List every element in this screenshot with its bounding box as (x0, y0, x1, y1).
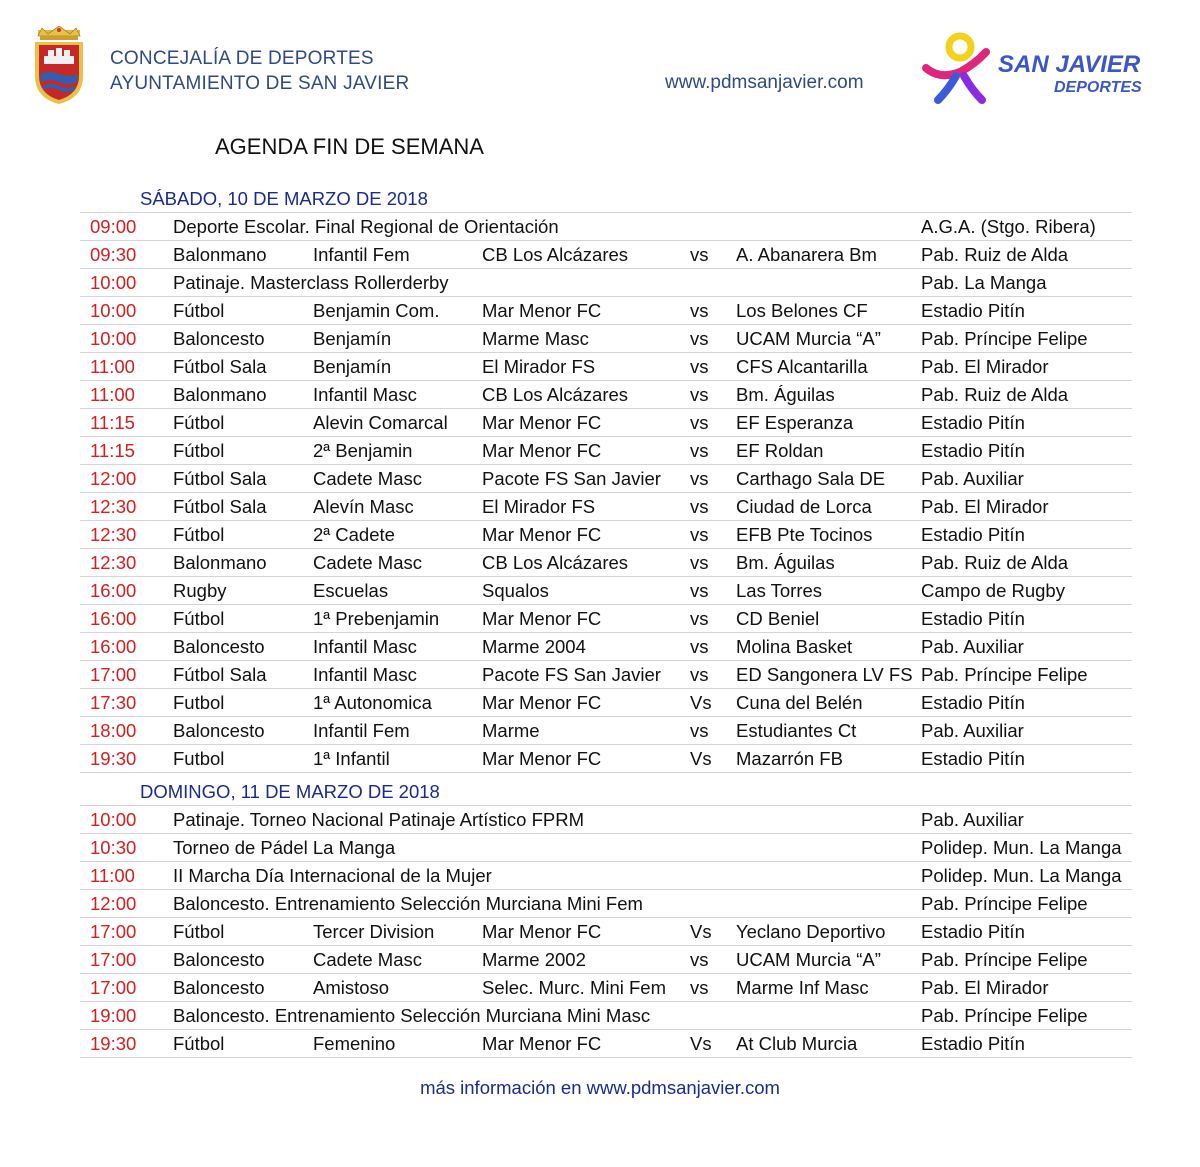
event-venue: Estadio Pitín (921, 692, 1025, 713)
event-category: Amistoso (313, 977, 390, 998)
schedule-row (80, 661, 1132, 689)
event-venue: Pab. Auxiliar (921, 720, 1024, 741)
event-time: 11:15 (90, 440, 135, 461)
schedule-row (80, 1002, 1132, 1030)
event-time: 18:00 (90, 720, 137, 741)
schedule-row (80, 717, 1132, 745)
event-vs: vs (690, 524, 709, 545)
event-time: 11:00 (90, 356, 135, 377)
schedule-row (80, 241, 1132, 269)
event-away-team: Bm. Águilas (736, 384, 835, 405)
event-category: Alevín Masc (313, 496, 414, 517)
event-away-team: CFS Alcantarilla (736, 356, 868, 377)
event-category: Cadete Masc (313, 552, 422, 573)
schedule-row (80, 633, 1132, 661)
event-sport: Fútbol (173, 608, 225, 629)
event-time: 17:00 (90, 921, 137, 942)
schedule-row (80, 409, 1132, 437)
event-time: 16:00 (90, 580, 137, 601)
schedule-row (80, 1030, 1132, 1058)
schedule-row (80, 493, 1132, 521)
event-venue: Pab. Auxiliar (921, 468, 1024, 489)
schedule-row (80, 437, 1132, 465)
event-away-team: UCAM Murcia “A” (736, 328, 881, 349)
org-line-2: AYUNTAMIENTO DE SAN JAVIER (110, 73, 410, 94)
event-away-team: Las Torres (736, 580, 823, 601)
event-sport: Balonmano (173, 244, 267, 265)
event-sport: Deporte Escolar. Final Regional de Orientación (173, 216, 559, 237)
schedule-row (80, 353, 1132, 381)
event-category: Infantil Masc (313, 384, 417, 405)
event-home-team: Marme (482, 720, 540, 741)
event-sport: Fútbol Sala (173, 664, 267, 685)
event-away-team: EF Roldan (736, 440, 824, 461)
event-away-team: Mazarrón FB (736, 748, 843, 769)
event-away-team: Marme Inf Masc (736, 977, 869, 998)
event-sport: II Marcha Día Internacional de la Mujer (173, 865, 492, 886)
schedule-row (80, 269, 1132, 297)
event-away-team: EF Esperanza (736, 412, 854, 433)
event-vs: Vs (690, 921, 712, 942)
event-time: 12:00 (90, 893, 137, 914)
schedule-row (80, 918, 1132, 946)
footer-info[interactable]: más información en www.pdmsanjavier.com (420, 1077, 780, 1098)
event-time: 10:00 (90, 272, 137, 293)
event-time: 09:30 (90, 244, 137, 265)
event-away-team: Yeclano Deportivo (736, 921, 886, 942)
event-away-team: UCAM Murcia “A” (736, 949, 881, 970)
event-venue: Pab. Príncipe Felipe (921, 664, 1088, 685)
schedule-row (80, 577, 1132, 605)
event-venue: Pab. El Mirador (921, 496, 1049, 517)
event-sport: Baloncesto. Entrenamiento Selección Murciana Mini Fem (173, 893, 643, 914)
event-sport: Baloncesto (173, 949, 265, 970)
event-sport: Fútbol (173, 1033, 225, 1054)
event-home-team: Mar Menor FC (482, 921, 602, 942)
event-venue: Pab. Ruiz de Alda (921, 244, 1069, 265)
event-time: 17:30 (90, 692, 137, 713)
event-category: 2ª Benjamin (313, 440, 413, 461)
saturday-schedule (80, 212, 1132, 773)
event-category: Benjamín (313, 356, 392, 377)
event-vs: Vs (690, 748, 712, 769)
event-category: Infantil Masc (313, 664, 417, 685)
event-venue: Estadio Pitín (921, 608, 1025, 629)
event-home-team: Mar Menor FC (482, 608, 602, 629)
event-venue: Pab. Ruiz de Alda (921, 384, 1069, 405)
event-home-team: El Mirador FS (482, 496, 596, 517)
event-time: 12:00 (90, 468, 137, 489)
event-sport: Fútbol Sala (173, 356, 267, 377)
event-vs: vs (690, 636, 709, 657)
event-venue: Pab. Ruiz de Alda (921, 552, 1069, 573)
event-vs: vs (690, 244, 709, 265)
event-vs: Vs (690, 1033, 712, 1054)
event-time: 11:00 (90, 865, 135, 886)
event-venue: Pab. Príncipe Felipe (921, 328, 1088, 349)
event-away-team: Molina Basket (736, 636, 853, 657)
event-venue: Pab. Auxiliar (921, 636, 1024, 657)
event-away-team: Carthago Sala DE (736, 468, 886, 489)
event-time: 19:30 (90, 1033, 137, 1054)
event-vs: vs (690, 580, 709, 601)
event-category: 2ª Cadete (313, 524, 395, 545)
schedule-row (80, 946, 1132, 974)
event-venue: Estadio Pitín (921, 440, 1025, 461)
event-venue: Estadio Pitín (921, 748, 1025, 769)
event-venue: Pab. Príncipe Felipe (921, 893, 1088, 914)
event-sport: Torneo de Pádel La Manga (173, 837, 396, 858)
sunday-schedule (80, 805, 1132, 1058)
schedule-row (80, 805, 1132, 834)
event-home-team: Pacote FS San Javier (482, 468, 661, 489)
event-sport: Baloncesto (173, 328, 265, 349)
event-vs: vs (690, 552, 709, 573)
event-sport: Baloncesto (173, 636, 265, 657)
organization-name (110, 46, 409, 96)
event-venue: Estadio Pitín (921, 412, 1025, 433)
event-time: 11:00 (90, 384, 135, 405)
event-home-team: Mar Menor FC (482, 300, 602, 321)
event-category: Benjamin Com. (313, 300, 440, 321)
event-sport: Fútbol (173, 524, 225, 545)
event-venue: Polidep. Mun. La Manga (921, 837, 1122, 858)
schedule-row (80, 689, 1132, 717)
event-sport: Baloncesto (173, 720, 265, 741)
event-category: 1ª Infantil (313, 748, 390, 769)
event-away-team: Los Belones CF (736, 300, 868, 321)
event-category: Tercer Division (313, 921, 435, 942)
event-sport: Fútbol (173, 440, 225, 461)
event-time: 10:00 (90, 328, 137, 349)
event-time: 12:30 (90, 552, 137, 573)
event-sport: Baloncesto. Entrenamiento Selección Murciana Mini Masc (173, 1005, 651, 1026)
event-vs: vs (690, 977, 709, 998)
schedule-row (80, 465, 1132, 493)
event-time: 12:30 (90, 496, 137, 517)
event-time: 10:30 (90, 837, 137, 858)
schedule-row (80, 381, 1132, 409)
event-away-team: Bm. Águilas (736, 552, 835, 573)
event-sport: Balonmano (173, 552, 267, 573)
event-time: 17:00 (90, 664, 137, 685)
event-sport: Fútbol (173, 300, 225, 321)
sunday-heading: DOMINGO, 11 DE MARZO DE 2018 (140, 781, 440, 802)
event-home-team: Mar Menor FC (482, 748, 602, 769)
event-venue: Pab. Príncipe Felipe (921, 949, 1088, 970)
event-venue: A.G.A. (Stgo. Ribera) (921, 216, 1096, 237)
agenda-title: AGENDA FIN DE SEMANA (215, 134, 484, 159)
event-home-team: Mar Menor FC (482, 1033, 602, 1054)
event-home-team: Selec. Murc. Mini Fem (482, 977, 667, 998)
event-category: Escuelas (313, 580, 389, 601)
event-category: 1ª Prebenjamin (313, 608, 440, 629)
event-sport: Patinaje. Masterclass Rollerderby (173, 272, 449, 293)
schedule-row (80, 297, 1132, 325)
event-venue: Estadio Pitín (921, 921, 1025, 942)
event-sport: Futbol (173, 748, 225, 769)
schedule-row (80, 325, 1132, 353)
event-time: 10:00 (90, 809, 137, 830)
event-venue: Pab. El Mirador (921, 977, 1049, 998)
event-home-team: El Mirador FS (482, 356, 596, 377)
event-category: Infantil Fem (313, 244, 410, 265)
event-venue: Pab. Auxiliar (921, 809, 1024, 830)
event-venue: Pab. Príncipe Felipe (921, 1005, 1088, 1026)
event-vs: vs (690, 356, 709, 377)
event-sport: Futbol (173, 692, 225, 713)
event-time: 16:00 (90, 608, 137, 629)
event-venue: Campo de Rugby (921, 580, 1065, 601)
event-vs: vs (690, 664, 709, 685)
logo-text-line1: SAN JAVIER (998, 51, 1141, 78)
event-venue: Estadio Pitín (921, 524, 1025, 545)
event-venue: Pab. La Manga (921, 272, 1047, 293)
event-sport: Rugby (173, 580, 227, 601)
saturday-heading: SÁBADO, 10 DE MARZO DE 2018 (140, 188, 428, 209)
event-venue: Polidep. Mun. La Manga (921, 865, 1122, 886)
event-category: Alevin Comarcal (313, 412, 448, 433)
event-time: 17:00 (90, 977, 137, 998)
san-javier-deportes-logo (920, 30, 1170, 110)
event-vs: vs (690, 300, 709, 321)
event-category: Femenino (313, 1033, 396, 1054)
event-away-team: CD Beniel (736, 608, 820, 629)
event-sport: Fútbol (173, 412, 225, 433)
event-home-team: Mar Menor FC (482, 524, 602, 545)
event-vs: vs (690, 496, 709, 517)
event-vs: vs (690, 720, 709, 741)
event-sport: Fútbol Sala (173, 496, 267, 517)
event-category: Cadete Masc (313, 949, 422, 970)
event-home-team: Pacote FS San Javier (482, 664, 661, 685)
event-away-team: Estudiantes Ct (736, 720, 857, 741)
event-home-team: CB Los Alcázares (482, 244, 629, 265)
event-venue: Pab. El Mirador (921, 356, 1049, 377)
event-category: Infantil Masc (313, 636, 417, 657)
event-time: 19:30 (90, 748, 137, 769)
website-link[interactable]: www.pdmsanjavier.com (665, 72, 864, 93)
schedule-row (80, 862, 1132, 890)
event-sport: Baloncesto (173, 977, 265, 998)
event-home-team: CB Los Alcázares (482, 552, 629, 573)
event-vs: Vs (690, 692, 712, 713)
event-away-team: Cuna del Belén (736, 692, 863, 713)
event-vs: vs (690, 412, 709, 433)
schedule-row (80, 212, 1132, 241)
event-away-team: ED Sangonera LV FS (736, 664, 913, 685)
schedule-row (80, 890, 1132, 918)
event-time: 10:00 (90, 300, 137, 321)
event-home-team: Marme Masc (482, 328, 589, 349)
event-away-team: Ciudad de Lorca (736, 496, 872, 517)
event-sport: Patinaje. Torneo Nacional Patinaje Artístico FPRM (173, 809, 584, 830)
event-vs: vs (690, 468, 709, 489)
event-vs: vs (690, 440, 709, 461)
event-away-team: At Club Murcia (736, 1033, 858, 1054)
event-home-team: Mar Menor FC (482, 440, 602, 461)
event-sport: Balonmano (173, 384, 267, 405)
event-category: Cadete Masc (313, 468, 422, 489)
event-sport: Fútbol Sala (173, 468, 267, 489)
event-time: 17:00 (90, 949, 137, 970)
event-time: 09:00 (90, 216, 137, 237)
schedule-row (80, 834, 1132, 862)
event-away-team: EFB Pte Tocinos (736, 524, 873, 545)
event-home-team: Marme 2004 (482, 636, 586, 657)
event-time: 16:00 (90, 636, 137, 657)
event-time: 11:15 (90, 412, 135, 433)
event-home-team: Squalos (482, 580, 549, 601)
schedule-row (80, 549, 1132, 577)
schedule-row (80, 745, 1132, 773)
org-line-1: CONCEJALÍA DE DEPORTES (110, 48, 374, 69)
coat-of-arms-icon (30, 26, 88, 106)
event-home-team: Mar Menor FC (482, 412, 602, 433)
event-vs: vs (690, 384, 709, 405)
schedule-row (80, 974, 1132, 1002)
event-time: 19:00 (90, 1005, 137, 1026)
event-home-team: Marme 2002 (482, 949, 586, 970)
event-vs: vs (690, 328, 709, 349)
event-time: 12:30 (90, 524, 137, 545)
event-away-team: A. Abanarera Bm (736, 244, 877, 265)
logo-text-line2: DEPORTES (1054, 79, 1142, 96)
event-category: Infantil Fem (313, 720, 410, 741)
event-venue: Estadio Pitín (921, 300, 1025, 321)
event-venue: Estadio Pitín (921, 1033, 1025, 1054)
event-home-team: CB Los Alcázares (482, 384, 629, 405)
event-category: Benjamín (313, 328, 392, 349)
event-category: 1ª Autonomica (313, 692, 432, 713)
event-sport: Fútbol (173, 921, 225, 942)
event-home-team: Mar Menor FC (482, 692, 602, 713)
schedule-row (80, 605, 1132, 633)
event-vs: vs (690, 949, 709, 970)
schedule-row (80, 521, 1132, 549)
event-vs: vs (690, 608, 709, 629)
